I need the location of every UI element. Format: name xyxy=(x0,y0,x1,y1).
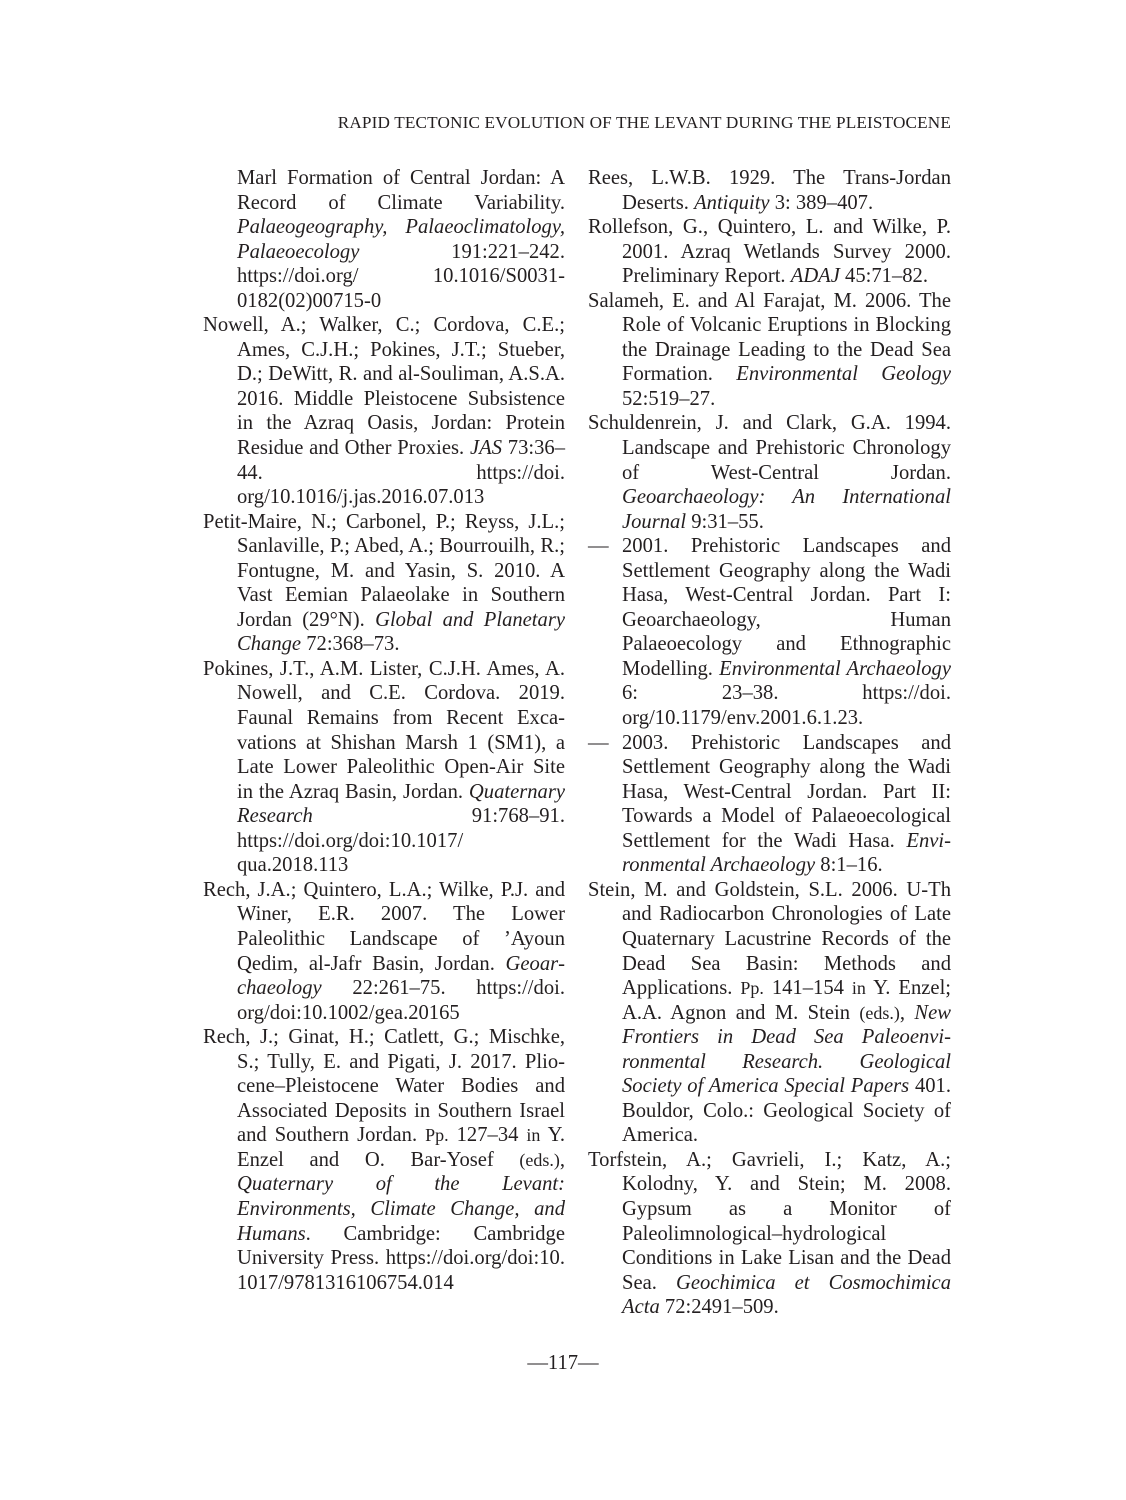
reference-text: 8:1–16. xyxy=(815,854,883,877)
reference-entry xyxy=(588,289,951,412)
reference-entry xyxy=(588,731,951,878)
reference-text: Rollefson, G., Quintero, L. and Wilke, P. 2001. Azraq Wetlands Survey 2000. Preliminary Report. xyxy=(588,216,951,288)
reference-text: 9:31–55. xyxy=(686,510,764,533)
reference-title-italic: Quaternary Research xyxy=(237,780,565,828)
reference-text: Marl Formation of Central Jordan: A Record of Climate Variability. xyxy=(237,167,565,214)
reference-title-italic: Environmental Archaeology xyxy=(719,657,951,680)
reference-text: 91:768–​91. https://doi.org/doi:10.1017/​qua.2018.113 xyxy=(237,805,565,877)
reference-text: Pp. xyxy=(740,978,764,999)
reference-text: 73:36–44. https://doi.​org/10.1016/j.jas.2016.07.013 xyxy=(237,437,565,509)
reference-entry xyxy=(588,411,951,534)
reference-text: Stein, M. and Goldstein, S.L. 2006. U-Th and Radiocarbon Chronologies of Late Quaternary Lacustrine Records of the Dead Sea Basin: Methods and Applications. xyxy=(588,878,951,1000)
reference-title-italic: ADAJ xyxy=(790,265,840,288)
reference-text: Schuldenrein, J. and Clark, G.A. 1994. Landscape and Prehistoric Chronology of West-Central Jordan. xyxy=(588,412,951,484)
reference-text: 127–34 xyxy=(448,1124,527,1147)
reference-title-italic: JAS xyxy=(469,437,503,460)
reference-entry xyxy=(588,166,951,215)
reference-text: Rees, L.W.B. 1929. The Trans-Jordan Deserts. xyxy=(588,167,951,214)
reference-text: Pokines, J.T., A.M. Lister, C.J.H. Ames, A. Nowell, and C.E. Cordova. 2019. Faunal Remains from Recent Excavations at Shishan Marsh 1 (SM1), a Late Lower Paleolithic Open-Air Site in the Azraq Basin, Jordan. xyxy=(203,657,565,803)
reference-title-italic: Global and Planetary Change xyxy=(237,608,565,656)
reference-text: Pp. xyxy=(425,1125,449,1146)
reference-text: 191:221–242. https://doi.org/​ 10.1016/S0031-​0182(02)00715-0 xyxy=(237,240,565,312)
reference-title-italic: Environmental Archaeology xyxy=(622,829,951,877)
reference-text: 45:71–​82. xyxy=(839,265,929,288)
reference-entry xyxy=(203,166,565,313)
reference-entry xyxy=(588,215,951,289)
reference-title-italic: Palaeogeography, Palaeoclimatology, Palaeoecology xyxy=(237,216,565,263)
reference-text: Rech, J.; Ginat, H.; Catlett, G.; Mischke, S.; Tully, E. and Pigati, J. 2017. Pliocene–Pleistocene Water Bodies and Associated Deposits in Southern Israel and Southern Jordan. xyxy=(203,1026,565,1147)
reference-text: 141–154 xyxy=(763,977,852,1000)
reference-entry xyxy=(588,534,951,730)
reference-title-italic: Geoarchaeology: An International Journal xyxy=(622,486,951,533)
reference-title-italic: Geoarchaeology xyxy=(237,952,565,1000)
reference-entry xyxy=(203,878,565,1025)
reference-text: in xyxy=(851,978,866,999)
reference-title-italic: Quaternary of the Levant: Environments, Climate Change, and Humans xyxy=(237,1173,565,1245)
reference-title-italic: Antiquity xyxy=(694,191,770,214)
reference-text: (eds.) xyxy=(859,1002,900,1023)
reference-entry xyxy=(588,878,951,1148)
reference-text: Y. Enzel and O. Bar-Yosef xyxy=(237,1124,566,1171)
reference-text: . Cambridge: Cambridge University Press. https://doi.org/​doi:10. 1017/9781316106754.014 xyxy=(237,1222,565,1294)
reference-text: 2001. Prehistoric Landscapes and Settlement Geography along the Wadi Hasa, West-Central Jordan. Part I: Geoarchaeology, Human Palaeoecology and Ethnographic Modelling. xyxy=(622,535,951,680)
reference-text: , xyxy=(559,1148,565,1171)
reference-title-italic: Geochimica et Cosmochimica Acta xyxy=(622,1271,951,1319)
reference-text: Y. Enzel; A.A. Agnon and M. Stein xyxy=(622,977,952,1024)
reference-title-italic: New Frontiers in Dead Sea Paleoenvironmental Research. Geological Society of America Special Papers xyxy=(622,1001,952,1098)
repeat-author-dash: — xyxy=(588,731,609,754)
reference-text: Salameh, E. and Al Farajat, M. 2006. The Role of Volcanic Eruptions in Blocking the Drainage Leading to the Dead Sea Formation. xyxy=(588,289,951,386)
reference-text: Nowell, A.; Walker, C.; Cordova, C.E.; Ames, C.J.H.; Pokines, J.T.; Stueber, D.; DeWitt, R. and al-Souliman, A.S.A. 2016. Middle Pleistocene Subsistence in the Azraq Oasis, Jordan: Protein Residue and Other Proxies. xyxy=(203,314,565,460)
reference-title-italic: Environmental Geology xyxy=(736,363,951,386)
reference-text: 3: 389–407. xyxy=(769,191,874,214)
reference-text: 401. Bouldor, Colo.: Geological Society of America. xyxy=(622,1075,952,1147)
reference-text: 2003. Prehistoric Landscapes and Settlement Geography along the Wadi Hasa, West-Central Jordan. Part II: Towards a Model of Palaeoecological Settlement for the Wadi Hasa. xyxy=(622,731,951,852)
reference-text: (eds.) xyxy=(519,1149,560,1170)
reference-text: 52:519–27. xyxy=(622,387,716,410)
reference-entry xyxy=(203,657,565,878)
references-column-left xyxy=(203,166,565,1295)
reference-text: 72:368–73. xyxy=(301,633,400,656)
reference-text: in xyxy=(526,1125,541,1146)
reference-text: , xyxy=(899,1001,915,1024)
reference-text: Petit-Maire, N.; Carbonel, P.; Reyss, J.L.; Sanlaville, P.; Abed, A.; Bourrouilh, R.; Fontugne, M. and Yasin, S. 2010. A Vast Eemian Palaeolake in Southern Jordan (29°N). xyxy=(203,510,565,631)
reference-text: 72:2491–509. xyxy=(659,1296,779,1319)
running-head: RAPID TECTONIC EVOLUTION OF THE LEVANT DURING THE PLEISTOCENE xyxy=(337,113,951,132)
reference-text: Torfstein, A.; Gavrieli, I.; Katz, A.; Kolodny, Y. and Stein; M. 2008. Gypsum as a Monitor of Paleolimnological–hydrological Conditions in Lake Lisan and the Dead Sea. xyxy=(588,1148,951,1294)
page-number: —117— xyxy=(527,1352,599,1374)
reference-entry xyxy=(203,1025,565,1295)
reference-text: 6: 23–38. https://doi.​org/10.1179/env.2001.6.1.23. xyxy=(622,682,951,730)
reference-text: Rech, J.A.; Quintero, L.A.; Wilke, P.J. and Winer, E.R. 2007. The Lower Paleolithic Landscape of ’Ayoun Qedim, al-Jafr Basin, Jordan. xyxy=(203,878,565,975)
repeat-author-dash: — xyxy=(588,535,609,558)
reference-text: 22:261–75. https://doi.​org/doi:10.1002/gea.20165 xyxy=(237,977,565,1024)
reference-entry xyxy=(203,510,565,657)
reference-entry xyxy=(588,1148,951,1320)
reference-entry xyxy=(203,313,565,509)
references-column-right xyxy=(588,166,951,1320)
